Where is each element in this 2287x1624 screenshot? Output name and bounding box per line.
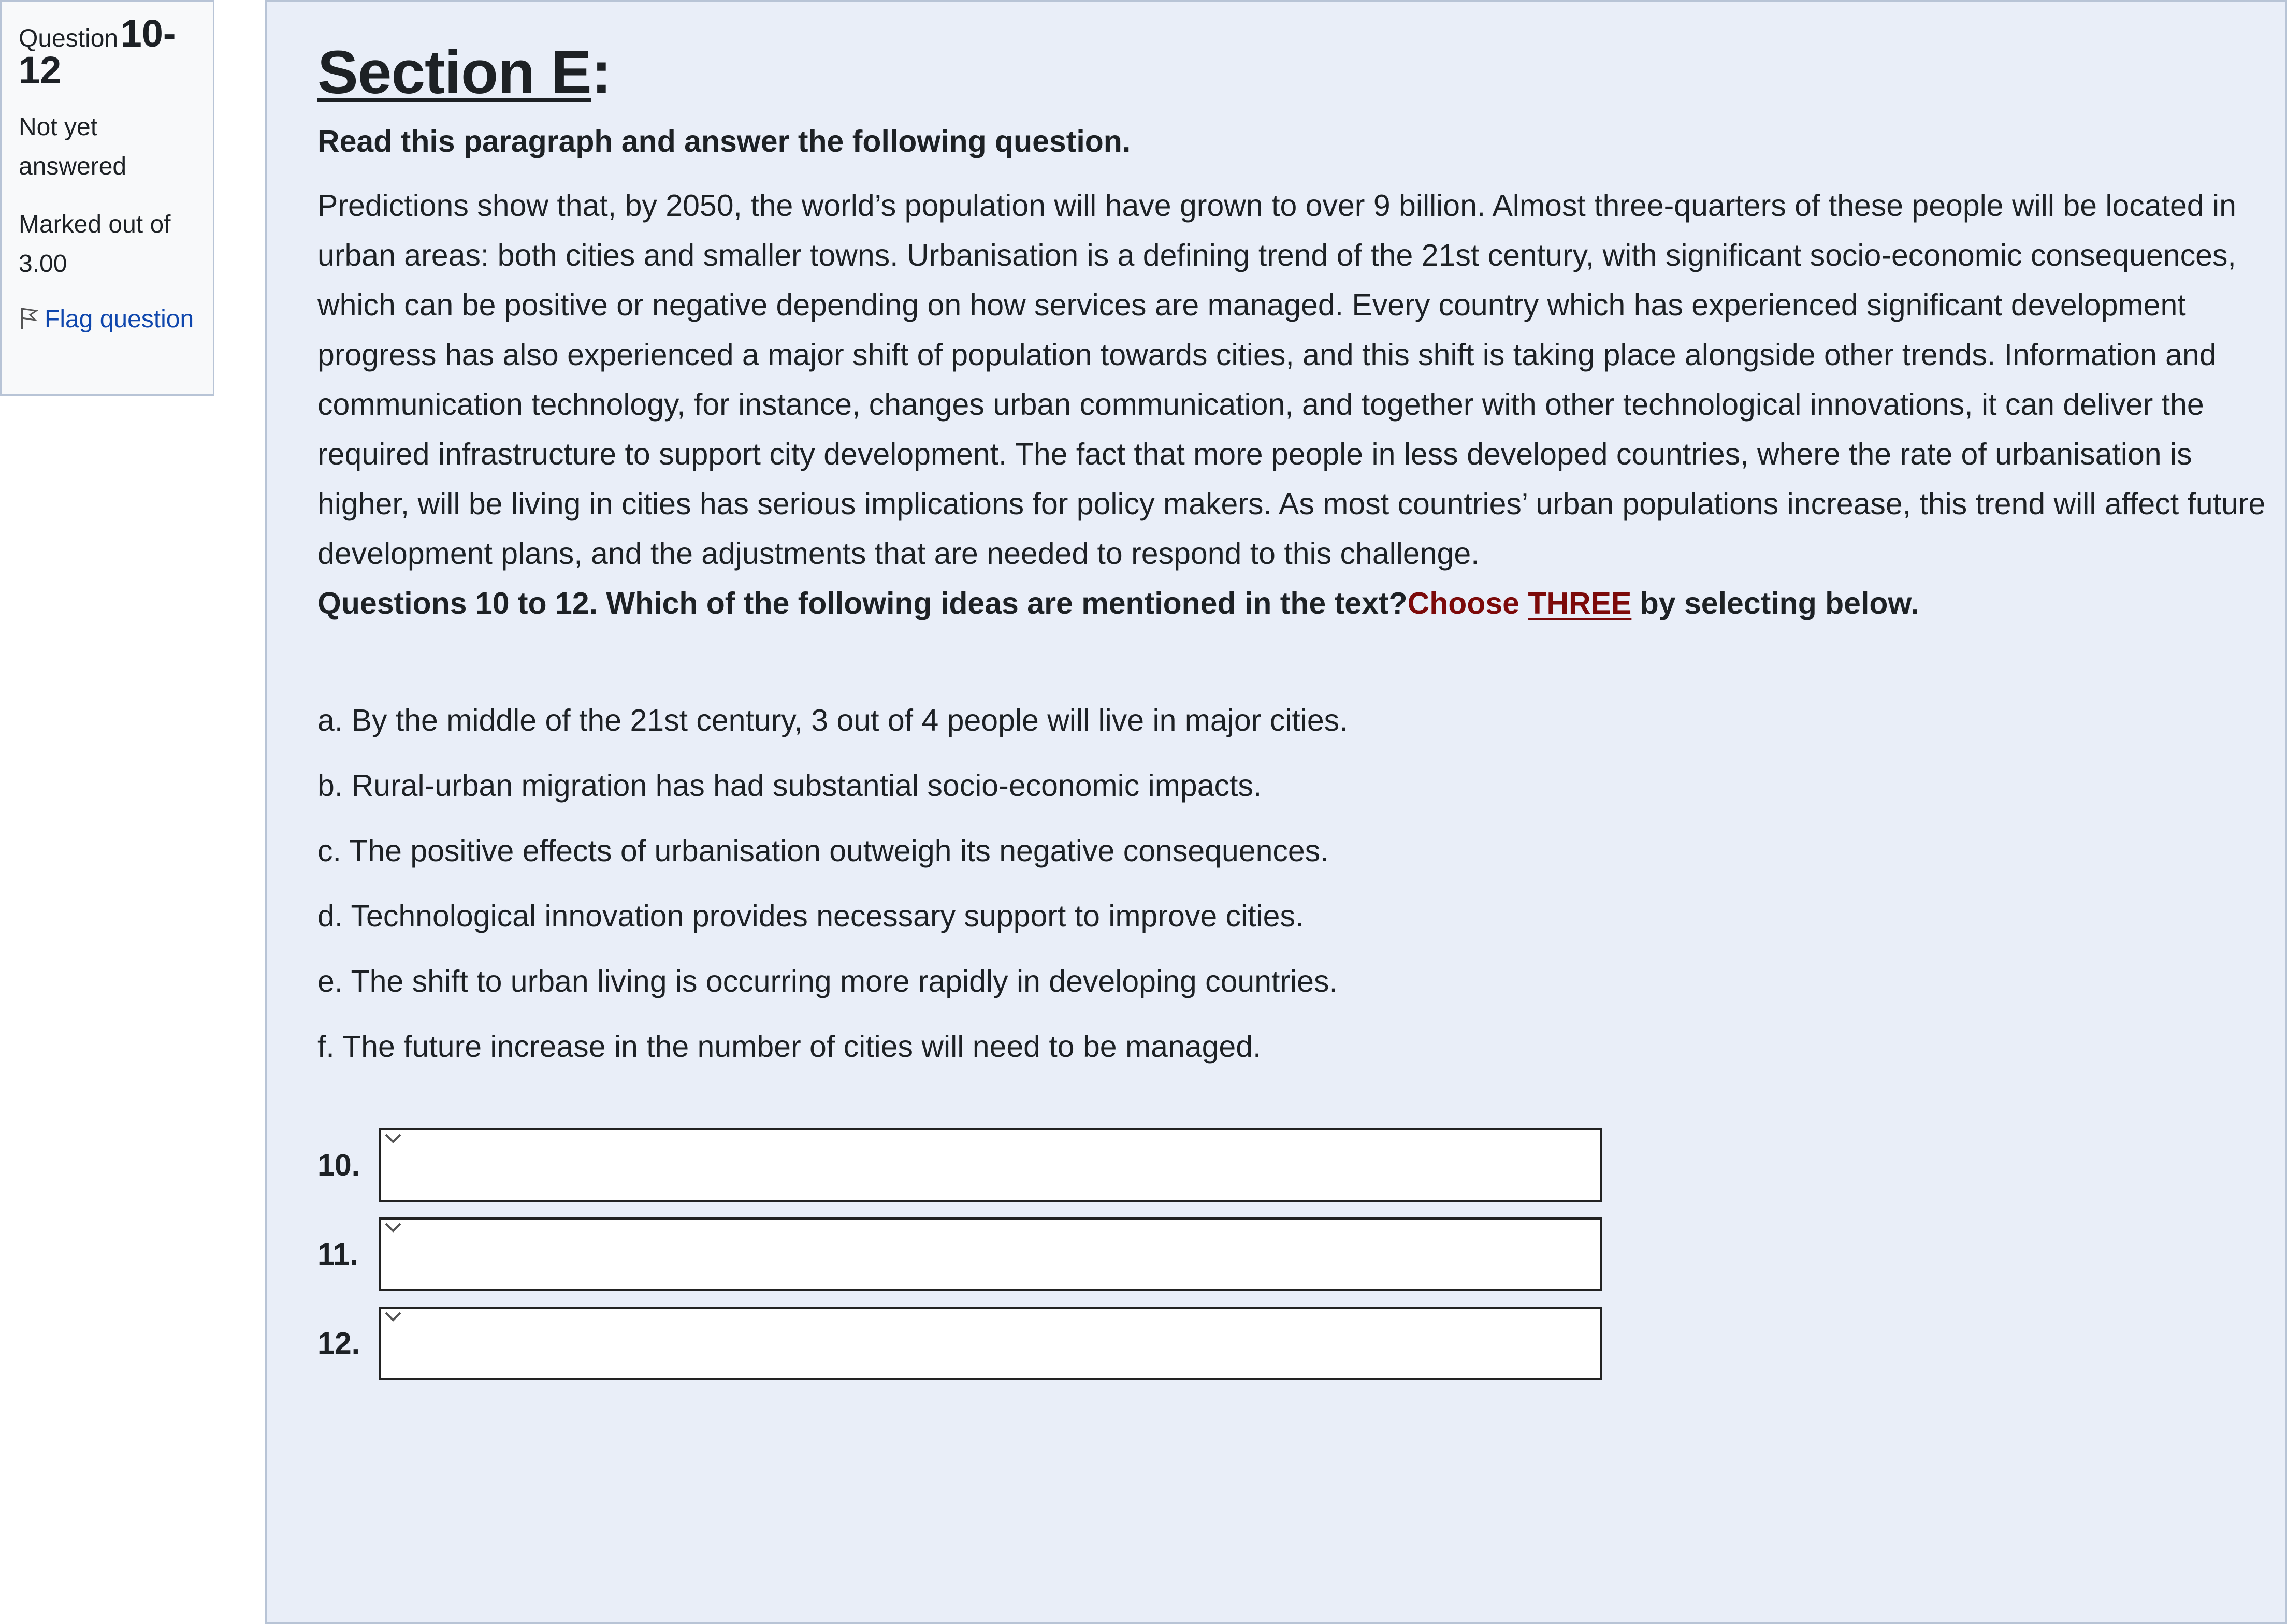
- option-f: f. The future increase in the number of cities will need to be managed.: [317, 1030, 1262, 1064]
- option-b: b. Rural-urban migration has had substantial socio-economic impacts.: [317, 769, 1262, 803]
- section-title-main: Section E: [317, 38, 591, 107]
- answer-select-12[interactable]: [379, 1307, 1602, 1380]
- chevron-down-icon: [383, 1132, 403, 1146]
- question-marks: Marked out of 3.00: [19, 211, 171, 278]
- answer-number: 11.: [317, 1237, 358, 1271]
- question-content: [265, 0, 2287, 1624]
- answer-row-12: [317, 1307, 2285, 1380]
- option-c: c. The positive effects of urbanisation outweigh its negative consequences.: [317, 834, 1329, 868]
- answer-select-10[interactable]: [379, 1128, 1602, 1202]
- question-status: Not yet answered: [19, 113, 127, 180]
- answer-row-10: [317, 1128, 2285, 1202]
- flag-question-label: Flag question: [45, 306, 194, 333]
- question-prompt: [317, 578, 2285, 628]
- three-word: THREE: [1528, 586, 1632, 620]
- reading-paragraph: Predictions show that, by 2050, the world’s population will have grown to over 9 billion. Almost three-quarters of these people will be located in urban areas: both cities and smaller towns. Urbanisation is a defining trend of the 21st century, with significant socio-economic consequences, which can be positive or negative depending on how services are managed. Every country which has experienced significant development progress has also experienced a major shift of population towards cities, and this shift is taking place alongside other trends. Information and communication technology, for instance, changes urban communication, and together with other technological innovations, it can deliver the required infrastructure to support city development. The fact that more people in less developed countries, where the rate of urbanisation is higher, will be living in cities has serious implications for policy makers. As most countries’ urban populations increase, this trend will affect future development plans, and the adjustments that are needed to respond to this challenge.: [317, 189, 2266, 571]
- question-label: Question: [19, 25, 119, 52]
- options-list: [317, 698, 2285, 1069]
- option-a: a. By the middle of the 21st century, 3 out of 4 people will live in major cities.: [317, 703, 1348, 737]
- question-prompt-text: Questions 10 to 12. Which of the following ideas are mentioned in the text?: [317, 586, 1408, 620]
- option-d: d. Technological innovation provides necessary support to improve cities.: [317, 899, 1304, 933]
- question-info-panel: [0, 0, 214, 396]
- option-e: e. The shift to urban living is occurring more rapidly in developing countries.: [317, 964, 1338, 998]
- question-number: 10-12: [19, 12, 176, 92]
- chevron-down-icon: [383, 1221, 403, 1235]
- flag-icon: [19, 306, 39, 330]
- answer-number: 10.: [317, 1148, 360, 1182]
- choose-word: Choose: [1407, 586, 1519, 620]
- question-heading: [19, 12, 196, 92]
- answer-select-11[interactable]: [379, 1217, 1602, 1291]
- chevron-down-icon: [383, 1310, 403, 1324]
- section-title-colon: :: [591, 38, 611, 107]
- answer-selects: [317, 1128, 2285, 1380]
- section-title: [317, 34, 2285, 111]
- answer-number: 12.: [317, 1326, 360, 1360]
- question-prompt-suffix: by selecting below.: [1640, 586, 1919, 620]
- answer-row-11: [317, 1217, 2285, 1291]
- flag-question-link[interactable]: [19, 299, 196, 340]
- instruction-text: Read this paragraph and answer the following question.: [317, 124, 1131, 158]
